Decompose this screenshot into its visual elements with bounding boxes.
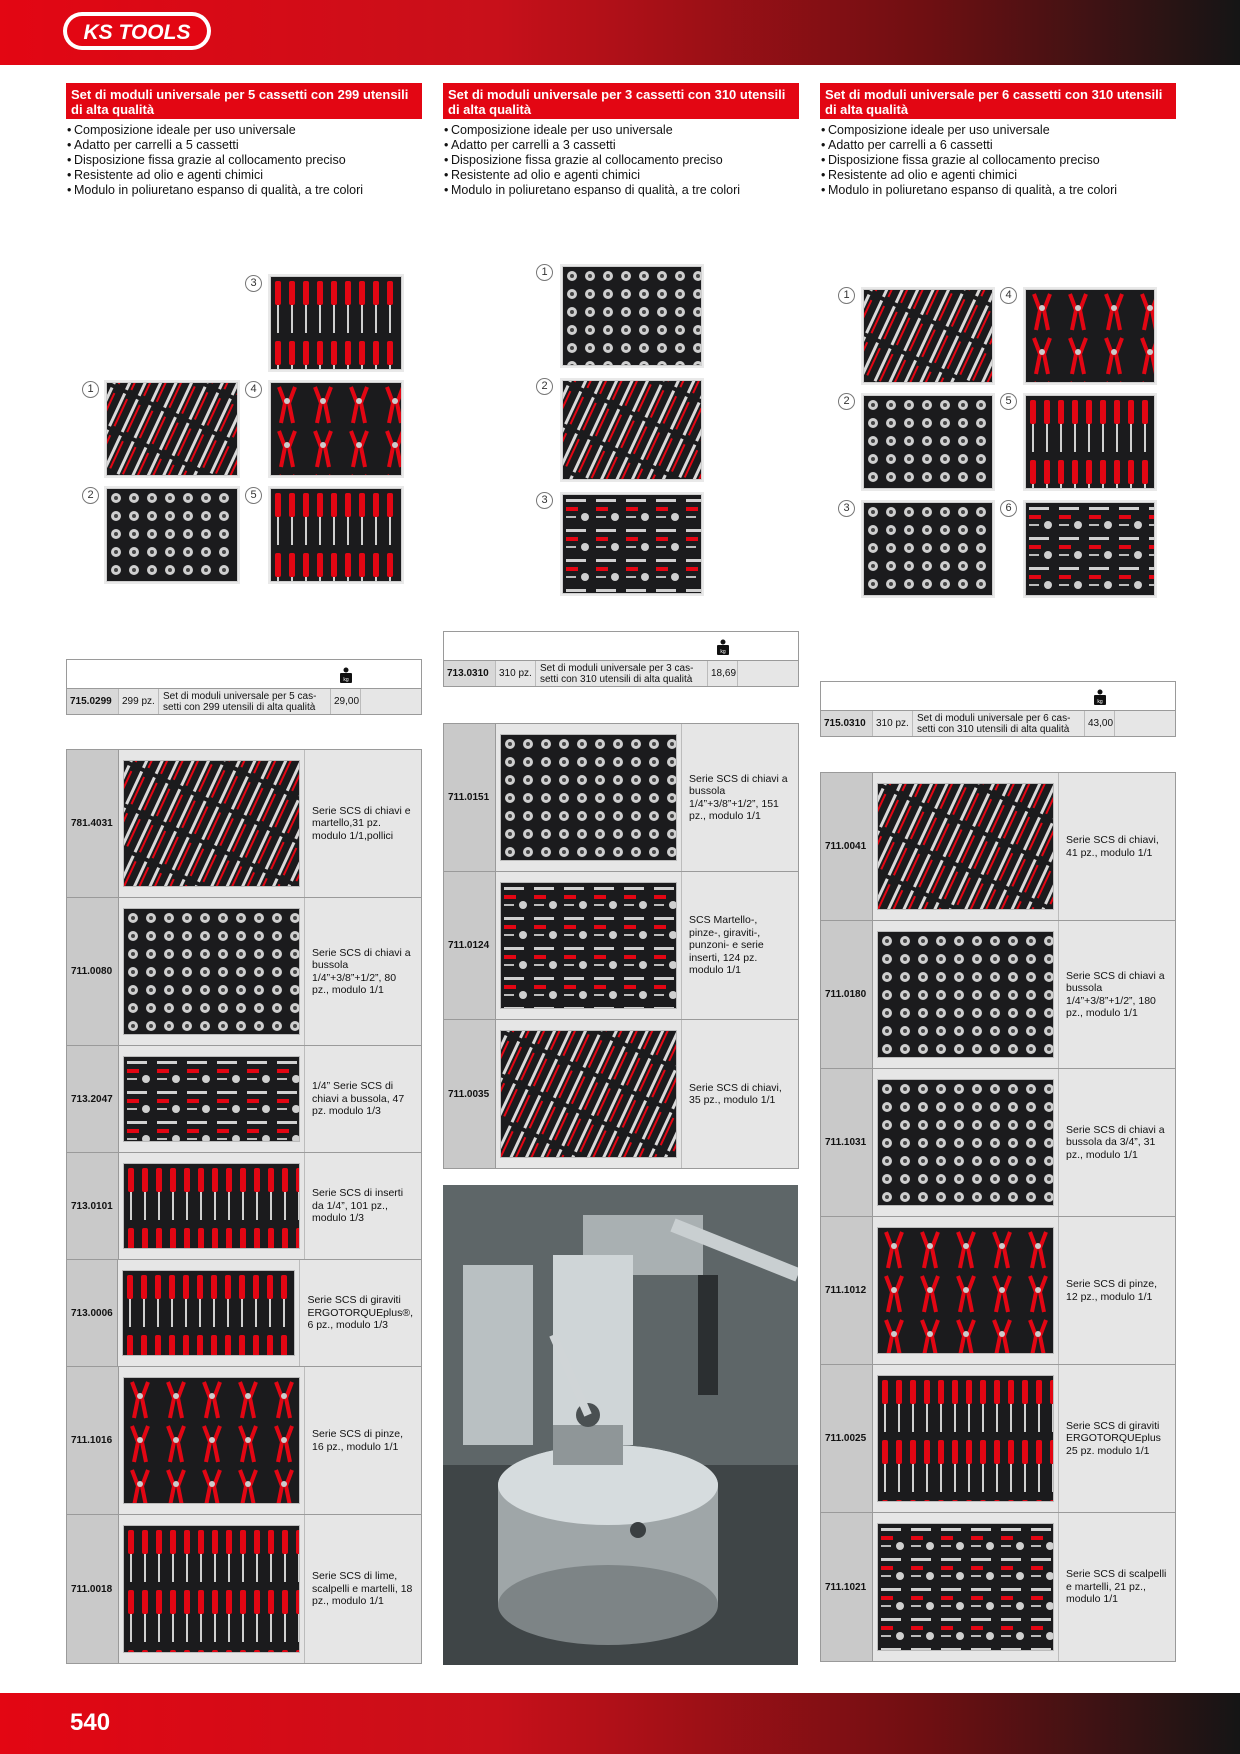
- product-qty: 310 pz.: [873, 711, 913, 736]
- drawer-image-3: [270, 276, 402, 370]
- drawer-number: 6: [1000, 500, 1017, 517]
- module-desc: Serie SCS di chiavi a bussola da 3/4”, 31 pz., modulo 1/1: [1059, 1069, 1175, 1216]
- foam-tray-graphic: [107, 383, 237, 475]
- table-row: [444, 724, 798, 872]
- product-table: [820, 681, 1176, 737]
- drawer-image-5: [1025, 395, 1155, 489]
- module-desc: Serie SCS di chiavi a bussola 1/4”+3/8”+1/2”, 80 pz., modulo 1/1: [305, 898, 421, 1045]
- module-image: [877, 1523, 1054, 1651]
- module-code: 711.0151: [444, 724, 496, 871]
- product-desc: Set di moduli universale per 6 cas-setti con 310 utensili di alta qualità: [913, 711, 1085, 736]
- drawer-image-1: [562, 266, 702, 366]
- module-image: [877, 1079, 1054, 1206]
- module-desc: Serie SCS di giraviti ERGOTORQUEplus 25 pz. modulo 1/1: [1059, 1365, 1175, 1512]
- foam-tray-graphic: [124, 761, 299, 886]
- module-code: 711.1016: [67, 1367, 119, 1514]
- table-row: [444, 1020, 798, 1168]
- feature-item: • Modulo in poliuretano espanso di qualità, a tre colori: [820, 183, 1176, 198]
- feature-item: • Resistente ad olio e agenti chimici: [443, 168, 799, 183]
- foam-tray-graphic: [878, 932, 1053, 1057]
- module-image: [123, 760, 300, 887]
- machine-photo: [443, 1185, 798, 1665]
- module-table: [66, 749, 422, 1664]
- module-desc: Serie SCS di chiavi e martello,31 pz. modulo 1/1,pollici: [305, 750, 421, 897]
- module-code: 713.2047: [67, 1046, 119, 1152]
- product-table: [443, 631, 799, 687]
- module-code: 711.0035: [444, 1020, 496, 1168]
- foam-tray-graphic: [501, 735, 676, 860]
- product-qty: 299 pz.: [119, 689, 159, 714]
- feature-item: • Resistente ad olio e agenti chimici: [820, 168, 1176, 183]
- module-code: 713.0006: [67, 1260, 118, 1366]
- table-row: [67, 1260, 421, 1367]
- feature-item: • Composizione ideale per uso universale: [820, 123, 1176, 138]
- machine-photo-graphic: [443, 1185, 798, 1665]
- module-image: [123, 1525, 300, 1653]
- module-desc: Serie SCS di pinze, 12 pz., modulo 1/1: [1059, 1217, 1175, 1364]
- svg-text:kg: kg: [343, 677, 349, 683]
- feature-item: • Modulo in poliuretano espanso di qualità, a tre colori: [443, 183, 799, 198]
- module-code: 711.0124: [444, 872, 496, 1019]
- svg-text:kg: kg: [720, 649, 726, 655]
- feature-list: [66, 123, 422, 198]
- module-image: [123, 1056, 300, 1142]
- module-desc: Serie SCS di giraviti ERGOTORQUEplus®, 6 pz., modulo 1/3: [300, 1260, 421, 1366]
- module-desc: Serie SCS di lime, scalpelli e martelli, 18 pz., modulo 1/1: [305, 1515, 421, 1663]
- product-desc: Set di moduli universale per 3 cas-setti con 310 utensili di alta qualità: [536, 661, 708, 686]
- module-image: [123, 1377, 300, 1504]
- foam-tray-graphic: [878, 1524, 1053, 1650]
- table-row: [821, 1069, 1175, 1217]
- table-row: [444, 661, 798, 686]
- foam-tray-graphic: [124, 1057, 299, 1141]
- column-title: Set di moduli universale per 6 cassetti con 310 utensili di alta qualità: [820, 83, 1176, 119]
- table-row: [821, 921, 1175, 1069]
- feature-list: [820, 123, 1176, 198]
- foam-tray-graphic: [271, 383, 401, 475]
- foam-tray-graphic: [1026, 503, 1154, 595]
- product-desc: Set di moduli universale per 5 cas-setti con 299 utensili di alta qualità: [159, 689, 331, 714]
- table-row: [821, 773, 1175, 921]
- drawer-number: 4: [245, 381, 262, 398]
- product-code: 715.0299: [67, 689, 119, 714]
- module-desc: 1/4” Serie SCS di chiavi a bussola, 47 pz. modulo 1/3: [305, 1046, 421, 1152]
- product-code: 715.0310: [821, 711, 873, 736]
- module-code: 711.0018: [67, 1515, 119, 1663]
- drawer-number: 3: [838, 500, 855, 517]
- foam-tray-graphic: [271, 489, 401, 581]
- module-image: [877, 1375, 1054, 1502]
- foam-tray-graphic: [124, 909, 299, 1034]
- feature-item: • Composizione ideale per uso universale: [66, 123, 422, 138]
- drawer-image-2: [562, 380, 702, 480]
- module-code: 711.0180: [821, 921, 873, 1068]
- module-image: [123, 908, 300, 1035]
- module-desc: Serie SCS di chiavi a bussola 1/4”+3/8”+1/2”, 151 pz., modulo 1/1: [682, 724, 798, 871]
- svg-text:kg: kg: [1097, 699, 1103, 705]
- drawer-number: 3: [536, 492, 553, 509]
- product-weight: 29,00: [331, 689, 361, 714]
- foam-tray-graphic: [271, 277, 401, 369]
- column-5-drawers: [66, 83, 422, 198]
- drawer-image-6: [1025, 502, 1155, 596]
- page-footer: [0, 1693, 1240, 1754]
- module-table: [443, 723, 799, 1169]
- drawer-image-4: [1025, 289, 1155, 383]
- foam-tray-graphic: [124, 1378, 299, 1503]
- table-row: [67, 898, 421, 1046]
- foam-tray-graphic: [878, 784, 1053, 909]
- feature-item: • Modulo in poliuretano espanso di qualità, a tre colori: [66, 183, 422, 198]
- product-weight: 18,69: [708, 661, 738, 686]
- table-row: [67, 1515, 421, 1663]
- module-desc: Serie SCS di scalpelli e martelli, 21 pz., modulo 1/1: [1059, 1513, 1175, 1661]
- module-code: 713.0101: [67, 1153, 119, 1259]
- drawer-image-4: [270, 382, 402, 476]
- weight-icon: [716, 639, 730, 655]
- table-row: [821, 1217, 1175, 1365]
- table-row: [821, 1513, 1175, 1661]
- table-row: [821, 1365, 1175, 1513]
- table-row: [67, 1153, 421, 1260]
- drawer-image-2: [863, 395, 993, 489]
- foam-tray-graphic: [563, 381, 701, 479]
- table-row: [67, 750, 421, 898]
- feature-item: • Adatto per carrelli a 6 cassetti: [820, 138, 1176, 153]
- drawer-number: 3: [245, 275, 262, 292]
- drawer-number: 5: [245, 487, 262, 504]
- product-code: 713.0310: [444, 661, 496, 686]
- table-row: [821, 711, 1175, 736]
- drawer-image-2: [106, 488, 238, 582]
- feature-item: • Composizione ideale per uso universale: [443, 123, 799, 138]
- foam-tray-graphic: [123, 1271, 294, 1355]
- foam-tray-graphic: [878, 1080, 1053, 1205]
- foam-tray-graphic: [563, 267, 701, 365]
- drawer-number: 1: [838, 287, 855, 304]
- table-row: [67, 1367, 421, 1515]
- foam-tray-graphic: [1026, 290, 1154, 382]
- weight-icon: [339, 667, 353, 683]
- module-image: [122, 1270, 295, 1356]
- foam-tray-graphic: [124, 1164, 299, 1248]
- foam-tray-graphic: [878, 1228, 1053, 1353]
- product-qty: 310 pz.: [496, 661, 536, 686]
- drawer-number: 4: [1000, 287, 1017, 304]
- module-code: 711.1021: [821, 1513, 873, 1661]
- module-code: 711.1031: [821, 1069, 873, 1216]
- module-desc: Serie SCS di chiavi a bussola 1/4”+3/8”+1/2”, 180 pz., modulo 1/1: [1059, 921, 1175, 1068]
- drawer-number: 2: [536, 378, 553, 395]
- table-row: [67, 689, 421, 714]
- foam-tray-graphic: [1026, 396, 1154, 488]
- module-image: [500, 734, 677, 861]
- column-6-drawers: [820, 83, 1176, 198]
- feature-item: • Adatto per carrelli a 3 cassetti: [443, 138, 799, 153]
- foam-tray-graphic: [864, 290, 992, 382]
- foam-tray-graphic: [864, 503, 992, 595]
- module-desc: Serie SCS di chiavi, 41 pz., modulo 1/1: [1059, 773, 1175, 920]
- foam-tray-graphic: [501, 883, 676, 1008]
- module-image: [500, 882, 677, 1009]
- module-code: 781.4031: [67, 750, 119, 897]
- column-3-drawers: [443, 83, 799, 198]
- foam-tray-graphic: [878, 1376, 1053, 1501]
- drawer-image-1: [106, 382, 238, 476]
- module-desc: Serie SCS di chiavi, 35 pz., modulo 1/1: [682, 1020, 798, 1168]
- module-image: [123, 1163, 300, 1249]
- module-code: 711.0025: [821, 1365, 873, 1512]
- drawer-number: 1: [536, 264, 553, 281]
- foam-tray-graphic: [124, 1526, 299, 1652]
- feature-item: • Resistente ad olio e agenti chimici: [66, 168, 422, 183]
- module-code: 711.0080: [67, 898, 119, 1045]
- drawer-number: 5: [1000, 393, 1017, 410]
- module-code: 711.1012: [821, 1217, 873, 1364]
- module-image: [877, 1227, 1054, 1354]
- foam-tray-graphic: [563, 495, 701, 593]
- module-image: [877, 931, 1054, 1058]
- module-desc: SCS Martello-, pinze-, giraviti-, punzoni- e serie inserti, 124 pz. modulo 1/1: [682, 872, 798, 1019]
- module-image: [877, 783, 1054, 910]
- drawer-image-5: [270, 488, 402, 582]
- drawer-image-1: [863, 289, 993, 383]
- table-row: [444, 872, 798, 1020]
- column-title: Set di moduli universale per 3 cassetti con 310 utensili di alta qualità: [443, 83, 799, 119]
- column-title: Set di moduli universale per 5 cassetti con 299 utensili di alta qualità: [66, 83, 422, 119]
- foam-tray-graphic: [107, 489, 237, 581]
- drawer-number: 2: [82, 487, 99, 504]
- svg-text:KS TOOLS: KS TOOLS: [83, 21, 191, 44]
- product-table: [66, 659, 422, 715]
- page-number: 540: [70, 1709, 111, 1736]
- drawer-image-3: [863, 502, 993, 596]
- foam-tray-graphic: [501, 1031, 676, 1157]
- feature-item: • Adatto per carrelli a 5 cassetti: [66, 138, 422, 153]
- ks-tools-logo: [62, 11, 212, 51]
- drawer-number: 2: [838, 393, 855, 410]
- drawer-number: 1: [82, 381, 99, 398]
- module-desc: Serie SCS di inserti da 1/4”, 101 pz., modulo 1/3: [305, 1153, 421, 1259]
- feature-item: • Disposizione fissa grazie al collocamento preciso: [443, 153, 799, 168]
- feature-item: • Disposizione fissa grazie al collocamento preciso: [820, 153, 1176, 168]
- module-image: [500, 1030, 677, 1158]
- page-header: [0, 0, 1240, 65]
- module-code: 711.0041: [821, 773, 873, 920]
- feature-list: [443, 123, 799, 198]
- module-table: [820, 772, 1176, 1662]
- feature-item: • Disposizione fissa grazie al collocamento preciso: [66, 153, 422, 168]
- product-weight: 43,00: [1085, 711, 1115, 736]
- drawer-image-3: [562, 494, 702, 594]
- foam-tray-graphic: [864, 396, 992, 488]
- weight-icon: [1093, 689, 1107, 705]
- table-row: [67, 1046, 421, 1153]
- module-desc: Serie SCS di pinze, 16 pz., modulo 1/1: [305, 1367, 421, 1514]
